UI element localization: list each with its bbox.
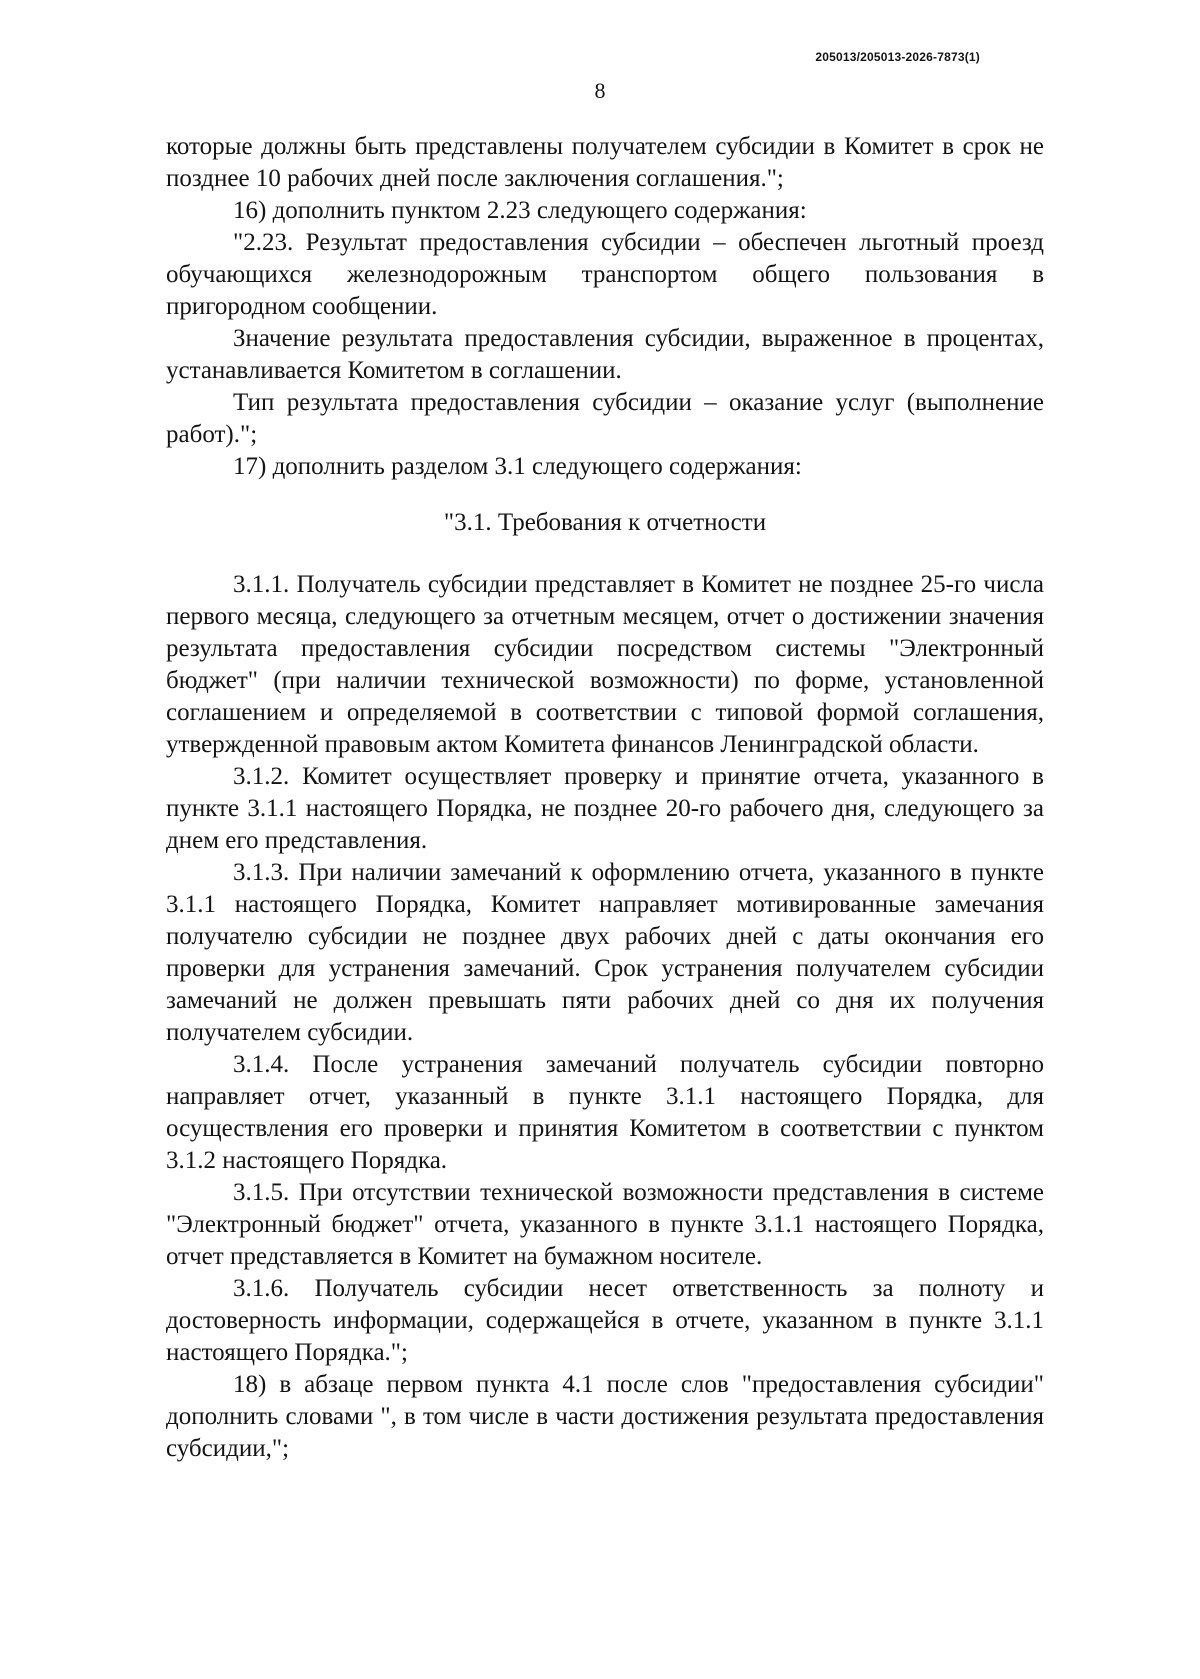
paragraph-2-23: "2.23. Результат предоставления субсидии – обеспечен льготный проезд обучающихся железнодорожным транспортом общего пользования в пригородном сообщении. — [166, 229, 1044, 320]
paragraph-3-1-5: 3.1.5. При отсутствии технической возможности представления в системе "Электронный бюджет" отчета, указанного в пункте 3.1.1 настоящего Порядка, отчет представляется в Комитет на бумажном носителе. — [166, 1179, 1044, 1270]
paragraph-item-18: 18) в абзаце первом пункта 4.1 после слов "предоставления субсидии" дополнить словами ", в том числе в части достижения результата предоставления субсидии,"; — [166, 1371, 1044, 1462]
paragraph-3-1-3: 3.1.3. При наличии замечаний к оформлению отчета, указанного в пункте 3.1.1 настоящего Порядка, Комитет направляет мотивированные замечания получателю субсидии не позднее двух рабочих дней с даты окончания его проверки для устранения замечаний. Срок устранения получателем субсидии замечаний не должен превышать пяти рабочих дней со дня их получения получателем субсидии. — [166, 859, 1044, 1046]
paragraph-3-1-2: 3.1.2. Комитет осуществляет проверку и принятие отчета, указанного в пункте 3.1.1 настоящего Порядка, не позднее 20-го рабочего дня, следующего за днем его представления. — [166, 763, 1044, 854]
paragraph-continuation: которые должны быть представлены получателем субсидии в Комитет в срок не позднее 10 рабочих дней после заключения соглашения."; — [166, 133, 1044, 192]
paragraph-item-16: 16) дополнить пунктом 2.23 следующего содержания: — [233, 197, 807, 224]
paragraph-item-17: 17) дополнить разделом 3.1 следующего содержания: — [233, 453, 802, 480]
page-number: 8 — [594, 78, 606, 103]
paragraph-result-type: Тип результата предоставления субсидии – оказание услуг (выполнение работ)."; — [166, 389, 1044, 448]
paragraph-3-1-1: 3.1.1. Получатель субсидии представляет в Комитет не позднее 25-го числа первого месяца, следующего за отчетным месяцем, отчет о достижении значения результата предоставления субсидии посредством системы "Электронный бюджет" (при наличии технической возможности) по форме, установленной соглашением и определяемой в соответствии с типовой формой соглашения, утвержденной правовым актом Комитета финансов Ленинградской области. — [166, 571, 1044, 758]
paragraph-3-1-4: 3.1.4. После устранения замечаний получатель субсидии повторно направляет отчет, указанный в пункте 3.1.1 настоящего Порядка, для осуществления его проверки и принятия Комитетом в соответствии с пунктом 3.1.2 настоящего Порядка. — [166, 1051, 1044, 1174]
paragraph-result-value: Значение результата предоставления субсидии, выраженное в процентах, устанавливается Комитетом в соглашении. — [166, 325, 1044, 384]
paragraph-3-1-6: 3.1.6. Получатель субсидии несет ответственность за полноту и достоверность информации, содержащейся в отчете, указанном в пункте 3.1.1 настоящего Порядка."; — [166, 1275, 1044, 1366]
section-title: "3.1. Требования к отчетности — [443, 509, 767, 536]
document-body — [166, 131, 1044, 1465]
document-id: 205013/205013-2026-7873(1) — [815, 50, 980, 64]
